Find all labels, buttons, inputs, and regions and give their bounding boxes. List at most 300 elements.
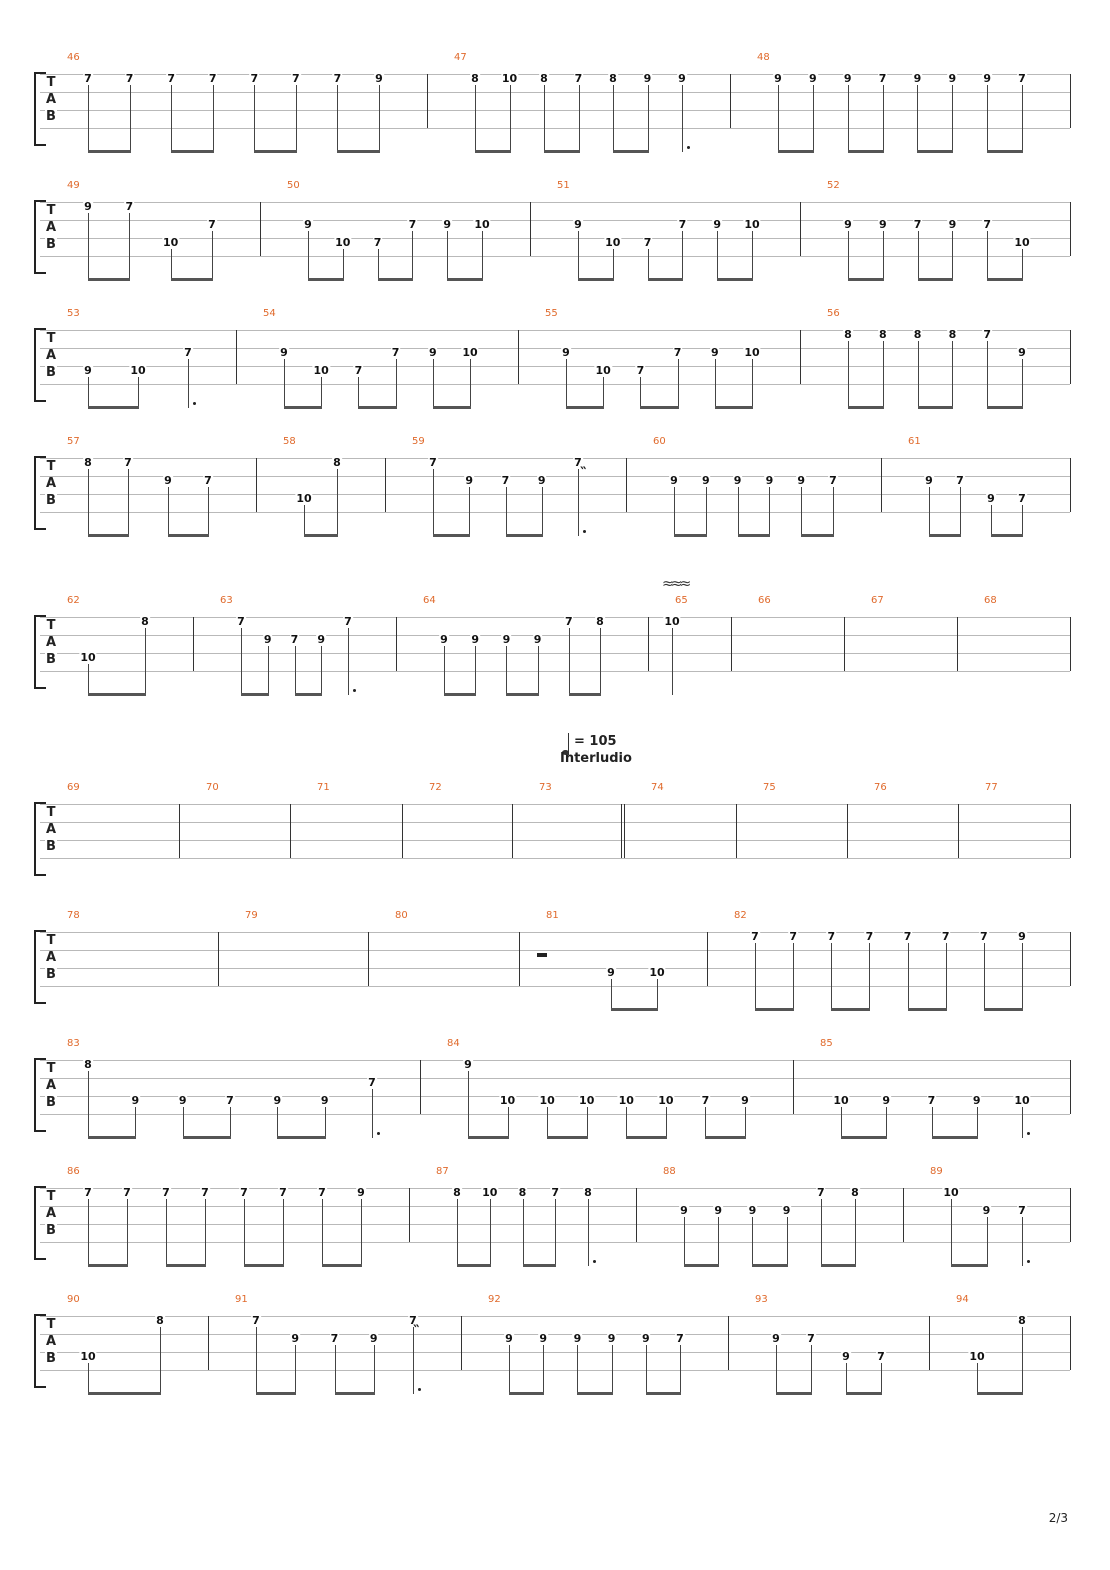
- note-stem: [908, 943, 909, 1010]
- fret-number: 7: [125, 200, 134, 213]
- fret-number: 9: [84, 364, 92, 377]
- beam: [932, 1136, 978, 1139]
- note-stem: [88, 1199, 89, 1266]
- note-stem: [745, 1107, 746, 1138]
- fret-number: 7: [354, 364, 363, 377]
- fret-number: 10: [579, 1094, 595, 1107]
- note-stem: [358, 377, 359, 408]
- beam: [577, 1392, 612, 1395]
- barline: [530, 202, 531, 256]
- note-stem: [277, 1107, 278, 1138]
- fret-number: 8: [453, 1186, 461, 1199]
- note-stem: [379, 85, 380, 152]
- note-stem: [715, 359, 716, 408]
- page-number: 2/3: [1048, 1511, 1068, 1525]
- fret-number: 10: [595, 364, 611, 377]
- fret-number: 10: [1014, 1094, 1030, 1107]
- note-stem: [129, 213, 130, 280]
- note-stem: [490, 1199, 491, 1266]
- fret-number: 10: [605, 236, 621, 249]
- tab-letter: B: [46, 1223, 56, 1238]
- fret-number: 9: [304, 218, 312, 231]
- beam: [433, 406, 471, 409]
- measure-number: 50: [287, 180, 300, 191]
- tab-letter: T: [46, 1189, 56, 1204]
- rhythm-dot: [1027, 1132, 1030, 1135]
- fret-number: 9: [844, 218, 852, 231]
- note-stem: [1022, 1217, 1023, 1266]
- note-stem: [230, 1107, 231, 1138]
- tab-letter: A: [45, 1206, 57, 1221]
- fret-number: 9: [263, 633, 272, 646]
- barline: [626, 458, 627, 512]
- fret-number: 9: [733, 474, 742, 487]
- barline: [903, 1188, 904, 1242]
- note-stem: [987, 231, 988, 280]
- note-stem: [987, 341, 988, 408]
- fret-number: 7: [751, 930, 759, 943]
- note-stem: [1022, 249, 1023, 280]
- fret-number: 9: [428, 346, 437, 359]
- beam: [705, 1136, 746, 1139]
- note-stem: [613, 249, 614, 280]
- note-stem: [166, 1199, 167, 1266]
- fret-number: 7: [913, 218, 922, 231]
- beam: [475, 150, 511, 153]
- barline: [396, 617, 397, 671]
- fret-number: 9: [797, 474, 806, 487]
- note-stem: [678, 359, 679, 408]
- beam: [88, 693, 146, 696]
- staff-line: [40, 840, 1070, 841]
- note-stem: [848, 85, 849, 152]
- fret-number: 7: [816, 1186, 825, 1199]
- note-stem: [600, 628, 601, 695]
- tab-letter: B: [46, 967, 56, 982]
- beam: [88, 1264, 128, 1267]
- note-stem: [543, 1345, 544, 1394]
- staff-line: [40, 1334, 1070, 1335]
- beam: [547, 1136, 588, 1139]
- vibrato-mark: ≈≈≈: [662, 576, 689, 592]
- barline: [1070, 202, 1071, 256]
- measure-number: 51: [557, 180, 570, 191]
- note-stem: [361, 1199, 362, 1266]
- fret-number: 9: [273, 1094, 282, 1107]
- beam: [846, 1392, 882, 1395]
- fret-number: 7: [279, 1186, 287, 1199]
- measure-number: 92: [488, 1294, 501, 1305]
- note-stem: [283, 1199, 284, 1266]
- fret-number: 7: [941, 930, 950, 943]
- fret-number: 9: [765, 474, 774, 487]
- fret-number: 9: [357, 1186, 365, 1199]
- note-stem: [578, 231, 579, 280]
- fret-number: 7: [1018, 1204, 1026, 1217]
- barline: [1070, 1316, 1071, 1370]
- fret-number: 9: [607, 966, 615, 979]
- beam: [831, 1008, 870, 1011]
- section-label: Interludio: [560, 751, 632, 766]
- note-stem: [1022, 85, 1023, 152]
- fret-number: 9: [710, 346, 719, 359]
- note-stem: [1022, 1327, 1023, 1394]
- fret-number: 7: [184, 346, 192, 359]
- note-stem: [952, 231, 953, 280]
- staff-line: [40, 804, 1070, 805]
- beam: [171, 150, 214, 153]
- measure-number: 60: [653, 436, 666, 447]
- staff-line: [40, 110, 1070, 111]
- note-stem: [337, 469, 338, 536]
- fret-number: 7: [807, 1332, 815, 1345]
- note-stem: [717, 231, 718, 280]
- fret-number: 10: [462, 346, 478, 359]
- barline: [881, 458, 882, 512]
- beam: [611, 1008, 658, 1011]
- note-stem: [769, 487, 770, 536]
- note-stem: [1022, 505, 1023, 536]
- barline: [800, 202, 801, 256]
- barline: [847, 804, 848, 858]
- staff-line: [40, 128, 1070, 129]
- beam: [88, 406, 139, 409]
- note-stem: [544, 85, 545, 152]
- note-stem: [457, 1199, 458, 1266]
- measure-number: 46: [67, 52, 80, 63]
- tab-letter: T: [46, 331, 56, 346]
- tempo-value: = 105: [574, 734, 617, 749]
- beam: [335, 1392, 375, 1395]
- note-stem: [1022, 359, 1023, 408]
- fret-number: 9: [369, 1332, 378, 1345]
- note-stem: [296, 85, 297, 152]
- note-stem: [706, 487, 707, 536]
- tab-letter: T: [46, 805, 56, 820]
- staff-line: [40, 968, 1070, 969]
- note-stem: [846, 1363, 847, 1394]
- beam: [848, 150, 884, 153]
- fret-number: 10: [658, 1094, 674, 1107]
- note-stem: [977, 1363, 978, 1394]
- staff-line: [40, 1316, 1070, 1317]
- fret-number: 9: [843, 72, 852, 85]
- fret-number: 7: [501, 474, 510, 487]
- note-stem: [578, 469, 579, 536]
- fret-number: 7: [204, 474, 212, 487]
- measure-number: 72: [429, 782, 442, 793]
- note-stem: [208, 487, 209, 536]
- fret-number: 9: [505, 1332, 513, 1345]
- fret-number: 7: [551, 1186, 560, 1199]
- note-stem: [674, 487, 675, 536]
- staff-line: [40, 653, 1070, 654]
- measure-number: 66: [758, 595, 771, 606]
- note-stem: [470, 359, 471, 408]
- staff-line: [40, 671, 1070, 672]
- measure-number: 48: [757, 52, 770, 63]
- tab-letter: A: [45, 1078, 57, 1093]
- fret-number: 7: [789, 930, 797, 943]
- note-stem: [469, 487, 470, 536]
- note-stem: [433, 469, 434, 536]
- note-stem: [918, 231, 919, 280]
- beam: [506, 693, 538, 696]
- half-rest: [537, 953, 547, 957]
- note-stem: [952, 85, 953, 152]
- fret-number: 7: [162, 1186, 170, 1199]
- note-stem: [813, 85, 814, 152]
- fret-number: 8: [518, 1186, 527, 1199]
- beam: [569, 693, 601, 696]
- measure-number: 82: [734, 910, 747, 921]
- fret-number: 10: [1014, 236, 1030, 249]
- beam: [648, 278, 684, 281]
- rhythm-dot: [687, 146, 690, 149]
- note-stem: [752, 1217, 753, 1266]
- fret-number: 7: [865, 930, 874, 943]
- fret-number: 7: [201, 1186, 209, 1199]
- rhythm-dot: [353, 689, 356, 692]
- fret-number: 10: [482, 1186, 498, 1199]
- barline: [402, 804, 403, 858]
- note-stem: [160, 1327, 161, 1394]
- note-stem: [510, 85, 511, 152]
- barline: [218, 932, 219, 986]
- measure-number: 49: [67, 180, 80, 191]
- staff-line: [40, 348, 1070, 349]
- note-stem: [987, 1217, 988, 1266]
- note-stem: [991, 505, 992, 536]
- fret-number: 8: [471, 72, 479, 85]
- note-stem: [88, 377, 89, 408]
- fret-number: 7: [237, 615, 245, 628]
- measure-number: 61: [908, 436, 921, 447]
- fret-number: 9: [643, 72, 652, 85]
- fret-number: 7: [252, 1314, 260, 1327]
- fret-number: 7: [574, 72, 583, 85]
- note-stem: [705, 1107, 706, 1138]
- note-stem: [321, 646, 322, 695]
- note-stem: [325, 1107, 326, 1138]
- fret-number: 9: [471, 633, 480, 646]
- beam: [304, 534, 338, 537]
- fret-number: 7: [1018, 492, 1026, 505]
- staff-line: [40, 458, 1070, 459]
- note-stem: [506, 487, 507, 536]
- note-stem: [135, 1107, 136, 1138]
- fret-number: 7: [373, 236, 382, 249]
- measure-number: 89: [930, 1166, 943, 1177]
- fret-number: 10: [833, 1094, 849, 1107]
- measure-number: 55: [545, 308, 558, 319]
- fret-number: 8: [584, 1186, 592, 1199]
- barline: [420, 1060, 421, 1114]
- beam: [171, 278, 213, 281]
- fret-number: 9: [948, 218, 957, 231]
- fret-number: 9: [440, 633, 448, 646]
- measure-number: 93: [755, 1294, 768, 1305]
- note-stem: [88, 1363, 89, 1394]
- beam: [447, 278, 483, 281]
- note-stem: [811, 1345, 812, 1394]
- beam: [277, 1136, 325, 1139]
- fret-number: 7: [409, 1314, 417, 1327]
- fret-number: 10: [296, 492, 312, 505]
- note-stem: [374, 1345, 375, 1394]
- fret-number: 7: [678, 218, 687, 231]
- tab-letter: A: [45, 220, 57, 235]
- fret-number: 9: [948, 72, 957, 85]
- beam: [295, 693, 323, 696]
- note-stem: [88, 213, 89, 280]
- measure-number: 73: [539, 782, 552, 793]
- beam: [88, 1136, 136, 1139]
- fret-number: 9: [375, 72, 383, 85]
- note-stem: [848, 341, 849, 408]
- measure-number: 84: [447, 1038, 460, 1049]
- note-stem: [848, 231, 849, 280]
- tab-letter: B: [46, 1351, 56, 1366]
- tab-letter: A: [45, 635, 57, 650]
- staff-line: [40, 1060, 1070, 1061]
- note-stem: [755, 943, 756, 1010]
- rhythm-dot: [583, 530, 586, 533]
- beam: [984, 1008, 1023, 1011]
- barline: [1070, 458, 1071, 512]
- note-stem: [886, 1107, 887, 1138]
- beam: [433, 534, 470, 537]
- beam: [778, 150, 814, 153]
- fret-number: 9: [1018, 930, 1026, 943]
- fret-number: 7: [983, 328, 992, 341]
- measure-number: 56: [827, 308, 840, 319]
- beam: [578, 278, 614, 281]
- barline: [648, 617, 649, 671]
- fret-number: 7: [877, 1350, 885, 1363]
- note-stem: [244, 1199, 245, 1266]
- fret-number: 8: [1018, 1314, 1026, 1327]
- note-stem: [241, 628, 242, 695]
- note-stem: [508, 1107, 509, 1138]
- fret-number: 8: [609, 72, 617, 85]
- note-stem: [603, 377, 604, 408]
- beam: [88, 150, 131, 153]
- staff-line: [40, 384, 1070, 385]
- fret-number: 9: [1018, 346, 1026, 359]
- note-stem: [648, 85, 649, 152]
- note-stem: [646, 1345, 647, 1394]
- beam: [848, 278, 884, 281]
- measure-number: 91: [235, 1294, 248, 1305]
- barline: [512, 804, 513, 858]
- fret-number: 9: [680, 1204, 688, 1217]
- note-stem: [682, 85, 683, 152]
- beam: [358, 406, 396, 409]
- fret-number: 9: [465, 474, 474, 487]
- barline: [427, 74, 428, 128]
- note-stem: [881, 1363, 882, 1394]
- fret-number: 10: [969, 1350, 985, 1363]
- fret-number: 10: [313, 364, 329, 377]
- note-stem: [254, 85, 255, 152]
- fret-number: 8: [141, 615, 149, 628]
- note-stem: [1022, 1107, 1023, 1138]
- note-stem: [335, 1345, 336, 1394]
- note-stem: [821, 1199, 822, 1266]
- fret-number: 7: [125, 72, 134, 85]
- tab-letter: T: [46, 618, 56, 633]
- measure-number: 47: [454, 52, 467, 63]
- beam: [674, 534, 707, 537]
- note-stem: [337, 85, 338, 152]
- tab-system: [0, 436, 1110, 552]
- fret-number: 7: [208, 72, 217, 85]
- staff-line: [40, 950, 1070, 951]
- barline: [1070, 932, 1071, 986]
- note-stem: [183, 1107, 184, 1138]
- note-stem: [776, 1345, 777, 1394]
- beam: [929, 534, 961, 537]
- fret-number: 9: [809, 72, 817, 85]
- staff-line: [40, 476, 1070, 477]
- barline: [1070, 74, 1071, 128]
- fret-number: 9: [84, 200, 92, 213]
- note-stem: [841, 1107, 842, 1138]
- fret-number: 7: [903, 930, 912, 943]
- beam: [715, 406, 753, 409]
- tab-letter: T: [46, 203, 56, 218]
- fret-number: 7: [333, 72, 342, 85]
- barline: [518, 330, 519, 384]
- barline: [1070, 1060, 1071, 1114]
- fret-number: 9: [502, 633, 511, 646]
- measure-number: 78: [67, 910, 80, 921]
- note-stem: [566, 359, 567, 408]
- measure-number: 70: [206, 782, 219, 793]
- staff-line: [40, 366, 1070, 367]
- note-stem: [378, 249, 379, 280]
- note-stem: [952, 341, 953, 408]
- beam: [918, 406, 954, 409]
- beam: [523, 1264, 557, 1267]
- fret-number: 7: [980, 930, 988, 943]
- fret-number: 9: [607, 1332, 616, 1345]
- barline: [800, 330, 801, 384]
- fret-number: 7: [167, 72, 175, 85]
- staff-line: [40, 635, 1070, 636]
- beam: [88, 278, 130, 281]
- barline: [957, 617, 958, 671]
- tab-letter: A: [45, 1334, 57, 1349]
- measure-number: 74: [651, 782, 664, 793]
- tab-letter: A: [45, 950, 57, 965]
- fret-number: 9: [714, 1204, 723, 1217]
- tab-letter: T: [46, 1061, 56, 1076]
- beam: [337, 150, 380, 153]
- barline: [290, 804, 291, 858]
- barline: [461, 1316, 462, 1370]
- note-stem: [612, 1345, 613, 1394]
- fret-number: 10: [539, 1094, 555, 1107]
- note-stem: [88, 469, 89, 536]
- fret-number: 9: [670, 474, 678, 487]
- barline: [208, 1316, 209, 1370]
- tab-system: [0, 1166, 1110, 1282]
- note-stem: [787, 1217, 788, 1266]
- fret-number: 9: [131, 1094, 140, 1107]
- measure-number: 62: [67, 595, 80, 606]
